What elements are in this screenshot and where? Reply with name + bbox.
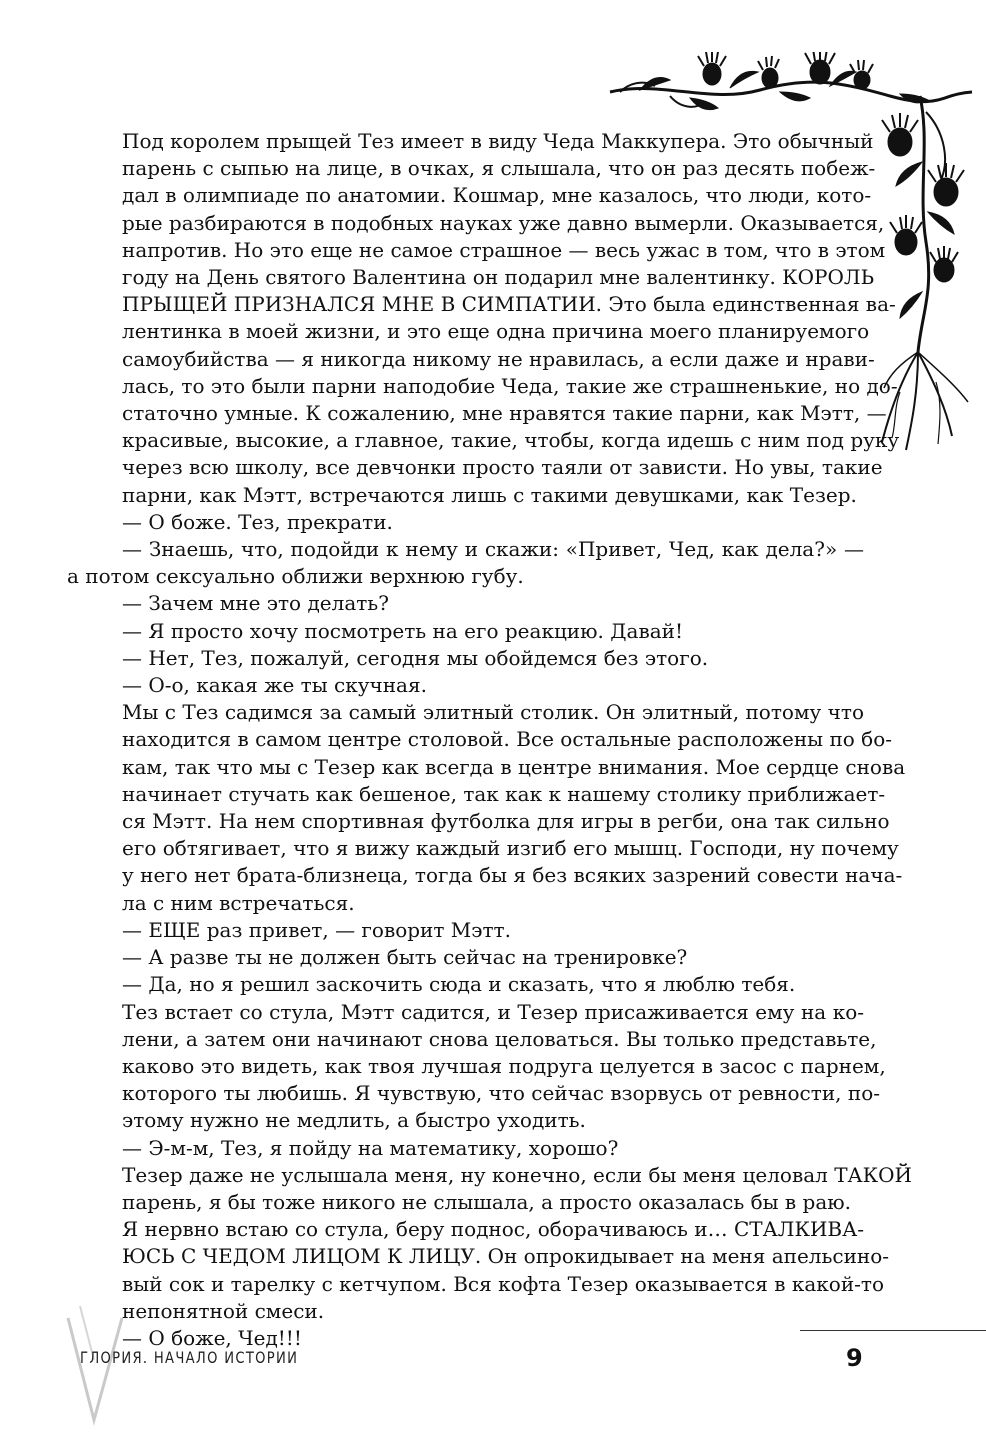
text-line: Мы с Тез садимся за самый элитный столик. Он элитный, потому что <box>122 700 864 725</box>
dialogue-line: — О боже, Чед!!! <box>122 1325 302 1350</box>
dialogue-5 <box>122 645 864 672</box>
text-line: дал в олимпиаде по анатомии. Кошмар, мне казалось, что люди, кото- <box>122 183 872 208</box>
text-line: через всю школу, все девчонки просто таяли от зависти. Но увы, такие <box>122 455 883 480</box>
footer-rule <box>800 1330 986 1331</box>
text-line: лентинка в моей жизни, и это еще одна причина моего планируемого <box>122 319 870 344</box>
v-logo-icon <box>60 1300 130 1440</box>
dialogue-6 <box>122 672 864 699</box>
dialogue-line: — О-о, какая же ты скучная. <box>122 673 427 698</box>
text-line: начинает стучать как бешеное, так как к нашему столику приближает- <box>122 781 886 806</box>
dialogue-line: — Зачем мне это делать? <box>122 591 389 616</box>
text-line: которого ты любишь. Я чувствую, что сейчас взорвусь от ревности, по- <box>122 1081 880 1106</box>
text-line: напротив. Но это еще не самое страшное — весь ужас в том, что в этом <box>122 237 886 262</box>
dialogue-line: — Знаешь, что, подойди к нему и скажи: «Привет, Чед, как дела?» — <box>122 537 864 562</box>
text-line: ЮСЬ С ЧЕДОМ ЛИЦОМ К ЛИЦУ. Он опрокидывает на меня апельсино- <box>122 1244 890 1269</box>
text-line: ла с ним встречаться. <box>122 890 355 915</box>
dialogue-7 <box>122 917 864 944</box>
text-line: рые разбираются в подобных науках уже давно вымерли. Оказывается, <box>122 210 885 235</box>
text-line: статочно умные. К сожалению, мне нравятся такие парни, как Мэтт, — <box>122 401 887 426</box>
paragraph-1 <box>122 128 900 509</box>
text-line: лась, то это были парни наподобие Чеда, такие же страшненькие, но до- <box>122 373 898 398</box>
dialogue-line: — А разве ты не должен быть сейчас на тренировке? <box>122 945 688 970</box>
dialogue-line: — ЕЩЕ раз привет, — говорит Мэтт. <box>122 917 511 942</box>
text-line: находится в самом центре столовой. Все остальные расположены по бо- <box>122 727 893 752</box>
text-line: каково это видеть, как твоя лучшая подруга целуется в засос с парнем, <box>122 1053 886 1078</box>
text-line: вый сок и тарелку с кетчупом. Вся кофта Тезер оказывается в какой-то <box>122 1271 885 1296</box>
dialogue-2 <box>67 536 864 590</box>
dialogue-line: — Я просто хочу посмотреть на его реакцию. Давай! <box>122 618 683 643</box>
text-line: Под королем прыщей Тез имеет в виду Чеда Маккупера. Это обычный <box>122 129 874 153</box>
dialogue-line: — Нет, Тез, пожалуй, сегодня мы обойдемся без этого. <box>122 645 709 670</box>
dialogue-line: а потом сексуально оближи верхнюю губу. <box>67 564 524 589</box>
text-line: непонятной смеси. <box>122 1298 325 1323</box>
text-line: парни, как Мэтт, встречаются лишь с такими девушками, как Тезер. <box>122 482 857 507</box>
dialogue-4 <box>122 618 864 645</box>
dialogue-line: — О боже. Тез, прекрати. <box>122 509 393 534</box>
page-number: 9 <box>846 1344 863 1372</box>
text-line: году на День святого Валентина он подарил мне валентинку. КОРОЛЬ <box>122 265 875 290</box>
text-line: самоубийства — я никогда никому не нравилась, а если даже и нрави- <box>122 346 875 371</box>
dialogue-line: — Да, но я решил заскочить сюда и сказать, что я люблю тебя. <box>122 972 796 997</box>
paragraph-3 <box>122 999 886 1135</box>
text-line: кам, так что мы с Тезер как всегда в центре внимания. Мое сердце снова <box>122 754 906 779</box>
text-line: лени, а затем они начинают снова целоваться. Вы только представьте, <box>122 1026 877 1051</box>
dialogue-1 <box>122 509 864 536</box>
paragraph-5 <box>122 1216 890 1325</box>
text-line: Тез встает со стула, Мэтт садится, и Тезер присаживается ему на ко- <box>122 999 864 1024</box>
dialogue-8 <box>122 944 864 971</box>
paragraph-4 <box>122 1162 912 1216</box>
text-line: красивые, высокие, а главное, такие, чтобы, когда идешь с ним под руку <box>122 428 900 453</box>
text-line: ся Мэтт. На нем спортивная футболка для игры в регби, она так сильно <box>122 809 890 834</box>
dialogue-9 <box>122 971 864 998</box>
dialogue-3 <box>122 590 864 617</box>
text-line: ПРЫЩЕЙ ПРИЗНАЛСЯ МНЕ В СИМПАТИИ. Это была единственная ва- <box>122 292 896 317</box>
body-text <box>67 128 912 1352</box>
text-line: этому нужно не медлить, а быстро уходить. <box>122 1108 586 1133</box>
text-line: у него нет брата-близнеца, тогда бы я без всяких зазрений совести нача- <box>122 863 903 888</box>
text-line: Тезер даже не услышала меня, ну конечно, если бы меня целовал ТАКОЙ <box>122 1162 912 1187</box>
text-line: Я нервно встаю со стула, беру поднос, оборачиваюсь и… СТАЛКИВА- <box>122 1217 864 1242</box>
text-line: парень с сыпью на лице, в очках, я слышала, что он раз десять побеж- <box>122 156 876 181</box>
running-title: ГЛОРИЯ. НАЧАЛО ИСТОРИИ <box>80 1348 299 1367</box>
text-line: его обтягивает, что я вижу каждый изгиб его мышц. Господи, ну почему <box>122 836 899 861</box>
paragraph-2 <box>122 699 906 917</box>
dialogue-line: — Э-м-м, Тез, я пойду на математику, хорошо? <box>122 1135 619 1160</box>
text-line: парень, я бы тоже никого не слышала, а просто оказалась бы в раю. <box>122 1189 852 1214</box>
dialogue-10 <box>122 1135 864 1162</box>
